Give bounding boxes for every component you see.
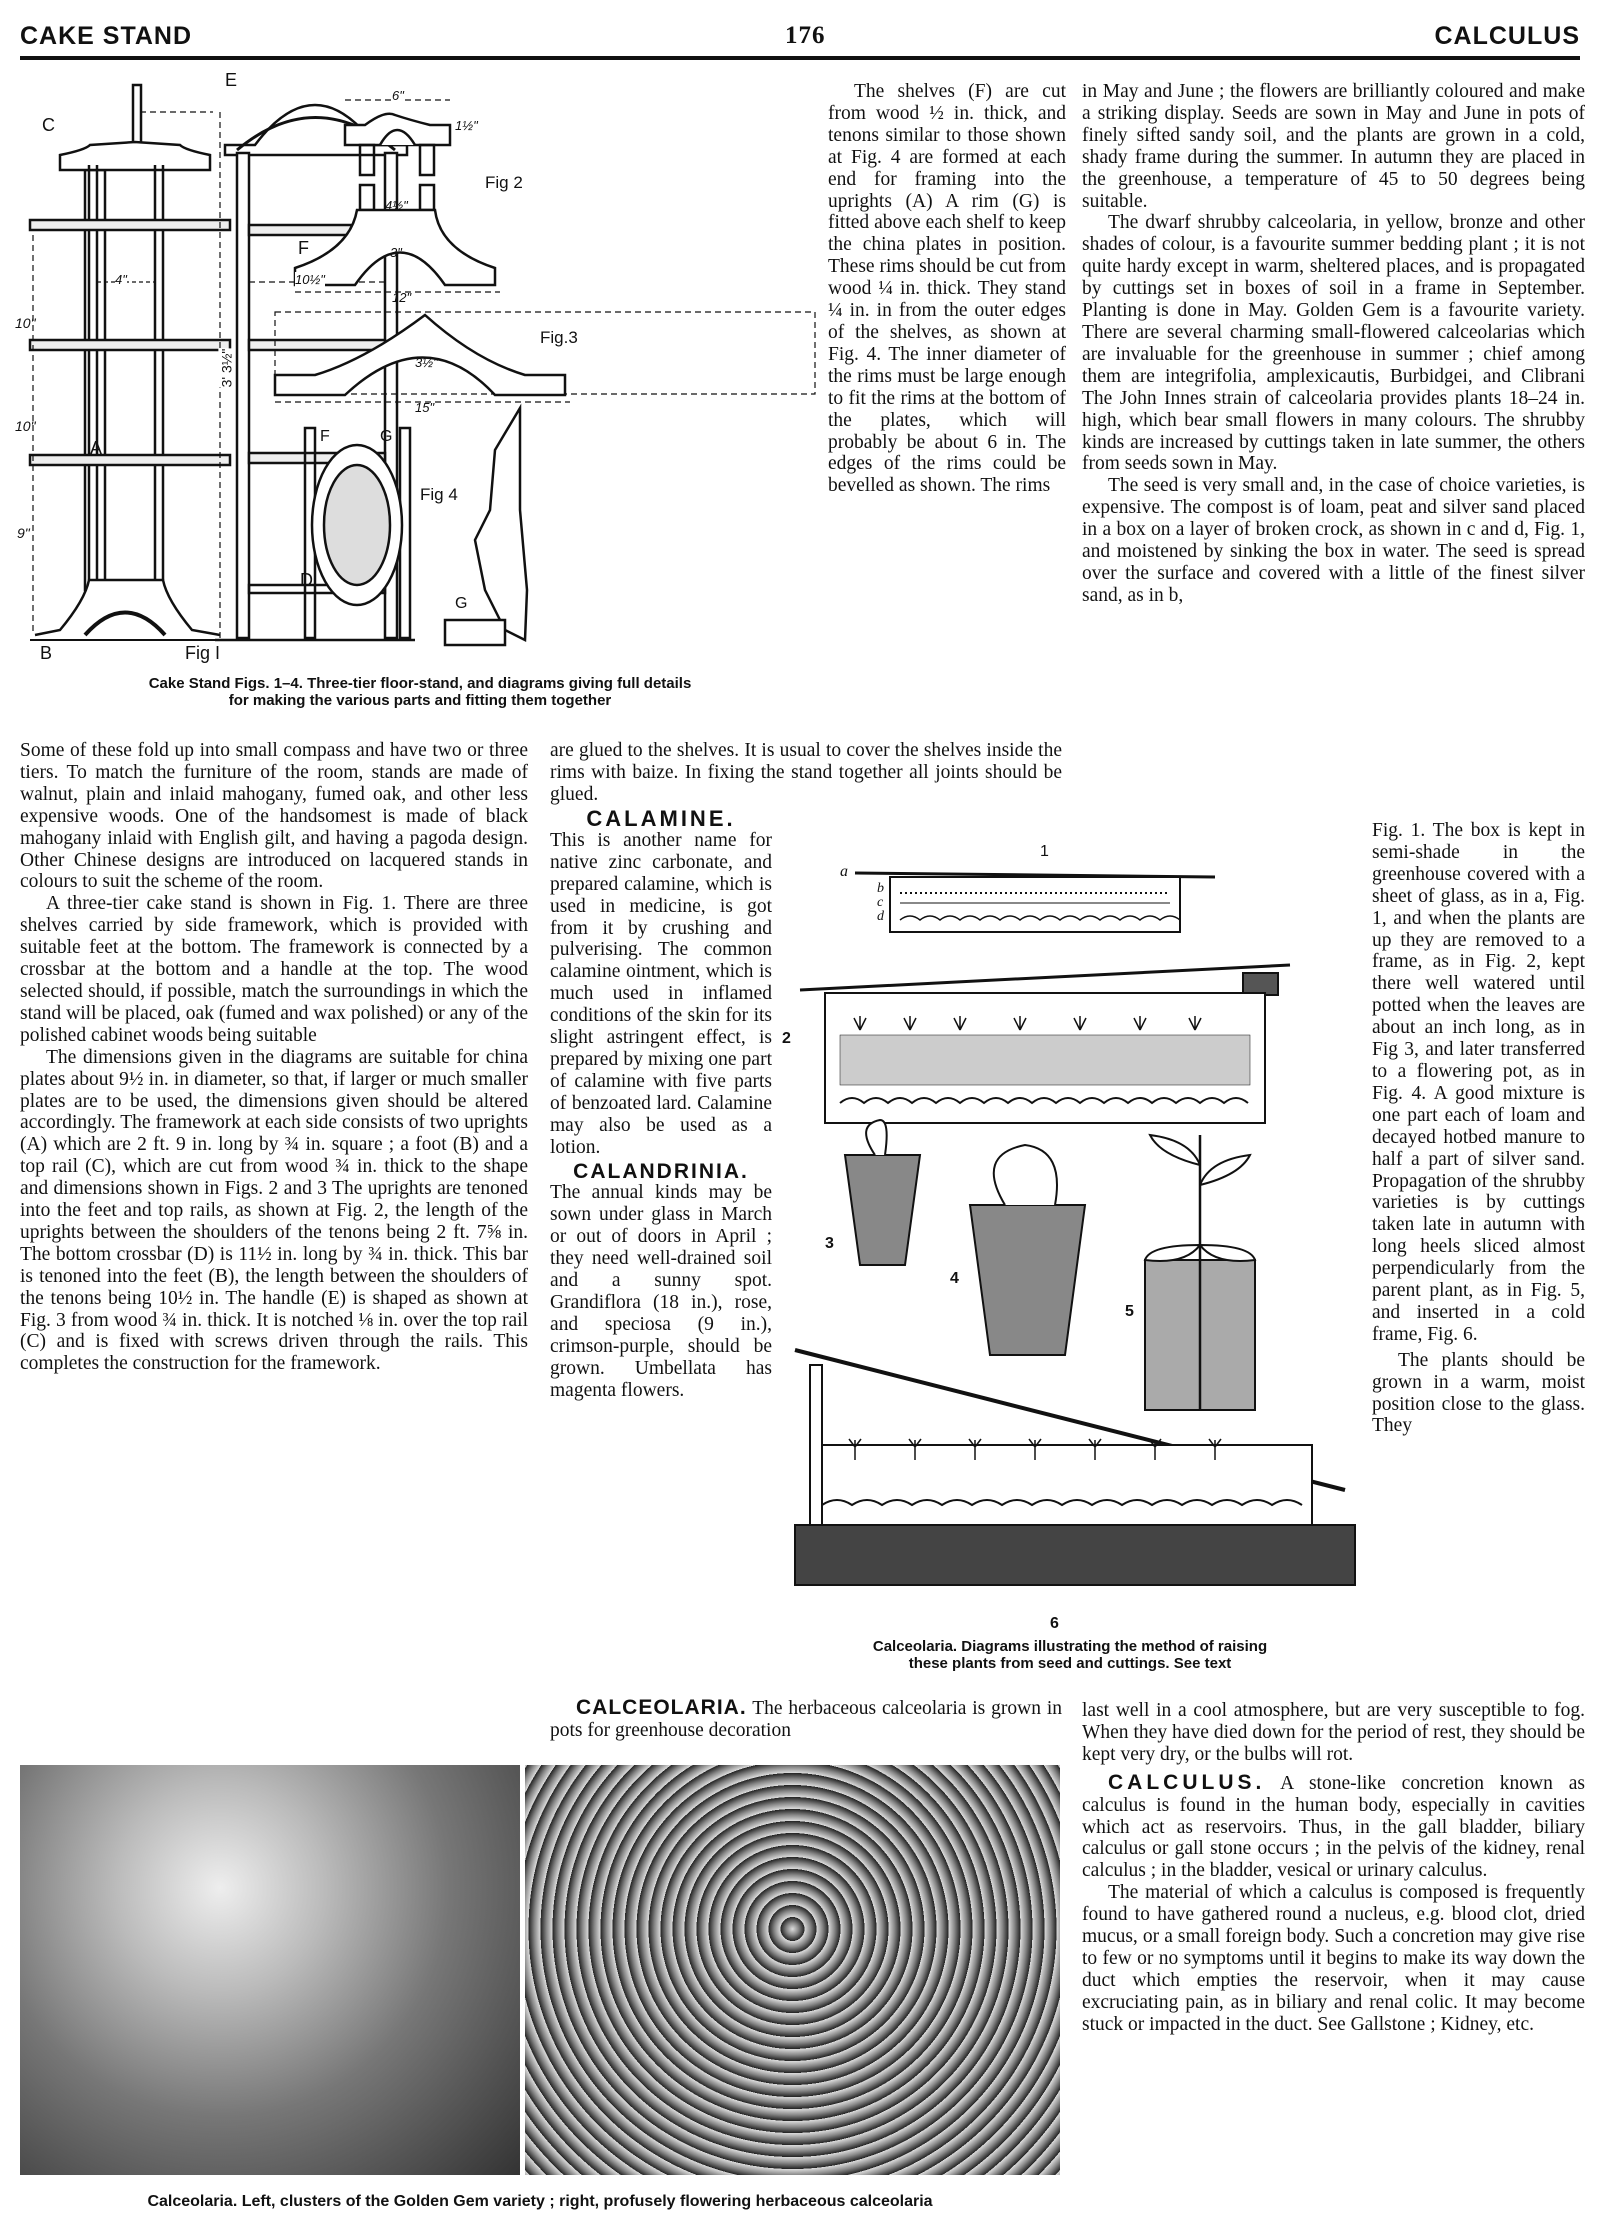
cake-stand-caption-line1: Cake Stand Figs. 1–4. Three-tier floor-stand, and diagrams giving full details <box>148 675 692 692</box>
paragraph: are glued to the shelves. It is usual to cover the shelves inside the rims with baize. In fixing the stand together all joints should be glued. <box>550 740 1062 805</box>
photo-herbaceous-calceolaria <box>525 1765 1060 2175</box>
photos-caption: Calceolaria. Left, clusters of the Golden Gem variety ; right, profusely flowering herbaceous calceolaria <box>147 2193 933 2210</box>
header-left-guide-word: CAKE STAND <box>20 22 193 50</box>
cake-stand-body-text <box>20 740 528 1375</box>
label-F-fig4: F <box>320 428 330 445</box>
paragraph: The material of which a calculus is composed is frequently found to have gathered round a nucleus, e.g. blood clot, dried mucus, or a small foreign body. Such a concretion may give rise to few or no symptoms until it begins to make its way down the duct which empties the reservoir, when it may cause excruciating pain, as in biliary and renal colic. It may become stuck or impacted in the duct. See Gallstone ; Kidney, etc. <box>1082 1882 1585 2035</box>
calceolaria-diagram-caption-line2: these plants from seed and cuttings. See text <box>908 1655 1232 1672</box>
paragraph: The dimensions given in the diagrams are suitable for china plates about 9½ in. in diameter, so that, if larger or much smaller plates are to be used, the dimensions given should be altered accordingly. The framework at each side consists of two uprights (A) which are 2 ft. 9 in. long by ¾ in. square ; a foot (B) and a top rail (C), which are cut from wood ¾ in. thick to the shape and dimensions shown in Figs. 2 and 3 The uprights are tenoned into the feet and top rails, as shown at Fig. 2, the length of the uprights between the shoulders of the tenons being 2 ft. 7⅝ in. The bottom crossbar (D) is 11½ in. long by ¾ in. thick. This bar is tenoned into the feet (B), the length between the shoulders of the tenons being 10½ in. The handle (E) is shaped as shown at Fig. 3 from wood ¾ in. thick. It is notched ⅛ in. over the top rail (C) and is fixed with screws driven through the rails. This completes the construction for the framework. <box>20 1046 528 1375</box>
calceolaria-entry <box>550 1697 1062 1742</box>
calculus-entry <box>1082 1700 1585 2036</box>
dim-15: 15" <box>415 400 435 415</box>
cake-stand-diagram <box>15 70 820 663</box>
fig-label-5: 5 <box>1125 1303 1134 1320</box>
calculus-heading: CALCULUS. <box>1108 1770 1266 1794</box>
dim-10-lower: 10" <box>15 418 36 434</box>
fig-label-c: c <box>877 895 884 910</box>
calceolaria-method-text <box>1372 820 1585 1437</box>
paragraph: The plants should be grown in a warm, moist position close to the glass. They <box>1372 1349 1585 1437</box>
calceolaria-heading: CALCEOLARIA. <box>576 1696 747 1719</box>
header-rule <box>20 56 1580 60</box>
label-B: B <box>40 643 53 663</box>
calamine-entry <box>550 808 772 1401</box>
calceolaria-continued-text <box>1082 81 1585 607</box>
dim-6: 6" <box>392 88 404 103</box>
fig-label-d: d <box>877 909 884 924</box>
label-G-detail: G <box>455 595 468 612</box>
dim-10-upper: 10" <box>15 315 36 331</box>
label-D: D <box>300 570 313 590</box>
dim-12: 12" <box>392 290 412 305</box>
calamine-heading: CALAMINE. <box>586 806 736 831</box>
calculus-body: A stone-like concretion known as calculus is found in the human body, especially in cavities which act as reservoirs. Thus, in the gall bladder, biliary calculus or gall stone occurs ; in the pelvis of the kidney, renal calculus ; in the bladder, vesical or urinary calculus. <box>1082 1772 1585 1882</box>
dim-9: 9" <box>17 525 30 541</box>
label-fig3: Fig.3 <box>540 328 578 347</box>
dim-3: 3" <box>390 245 402 260</box>
paragraph: The dwarf shrubby calceolaria, in yellow, bronze and other shades of colour, is a favourite summer bedding plant ; it is not quite hardy except in warm, sheltered places, and is propagated by cuttings set in boxes of soil in a frame in September. Planting is done in May. Golden Gem is a favourite variety. There are several charming small-flowered calceolarias which are invaluable for the greenhouse in summer ; chief among them are integrifolia, amplexicautis, Burbidgei, and Clibrani The John Innes strain of calceolaria provides plants 18–24 in. high, which bear small flowers in many colours. The shrubby kinds are increased by cuttings taken in late summer, the others from seeds sown in May. <box>1082 212 1585 475</box>
calceolaria-body: The herbaceous calceolaria is grown in pots for greenhouse decoration <box>550 1698 1062 1741</box>
label-E: E <box>225 70 238 90</box>
photo-golden-gem <box>20 1765 520 2175</box>
calceolaria-diagram-caption <box>770 1638 1370 1672</box>
fig-label-3: 3 <box>825 1235 834 1252</box>
paragraph: A three-tier cake stand is shown in Fig. 1. There are three shelves carried by side framework, which is provided with suitable feet at the bottom. The framework is connected by a crossbar at the bottom and a handle at the top. The wood selected should, if possible, match the surroundings in which the stand will be placed, oak (fumed and wax polished) or any of the polished cabinet woods being suitable <box>20 893 528 1046</box>
calceolaria-diagram <box>782 835 1365 1655</box>
paragraph: in May and June ; the flowers are brilliantly coloured and make a striking display. Seeds are sown in May and June in pots of finely sifted sandy soil, and the plants are grown in a cold, shady frame during the summer. In autumn they are placed in the greenhouse, a temperature of 45 to 50 degrees being suitable. <box>1082 81 1585 212</box>
paragraph: last well in a cool atmosphere, but are very susceptible to fog. When they have died down for the period of rest, they should be kept very dry, or the bulbs will rot. <box>1082 1700 1585 1765</box>
paragraph: Some of these fold up into small compass and have two or three tiers. To match the furniture of the room, stands are made of walnut, plain and inlaid mahogany, fumed oak, and other less expensive woods. One of the handsomest is made of black mahogany inlaid with English gilt, and having a pagoda design. Other Chinese designs are introduced on lacquered stands in colours to suit the scheme of the room. <box>20 740 528 893</box>
dim-3-half: 3½" <box>415 355 438 370</box>
label-C: C <box>42 115 55 135</box>
dim-4: 4" <box>115 272 127 287</box>
fig-label-1: 1 <box>1040 843 1049 860</box>
calamine-body: This is another name for native zinc carbonate, and prepared calamine, which is used in medicine, is got from it by crushing and pulverising. The common calamine ointment, which is much used in inflamed conditions of the skin for its slight astringent effect, is prepared by mixing one part of calamine with five parts of benzoated lard. Calamine may also be used as a lotion. <box>550 829 772 1158</box>
paragraph: Fig. 1. The box is kept in semi-shade in the greenhouse covered with a sheet of glass, as in a, Fig. 1, and when the plants are up they are removed to a frame, as in Fig. 2, kept there well watered until potted when the leaves are about an inch long, as in Fig 3, and later transferred to a flowering pot, as in Fig. 4. A good mixture is one part each of loam and decayed hotbed manure to half a part of silver sand. Propagation of the shrubby varieties is by cuttings taken late in autumn with long heels sliced almost perpendicularly from the parent plant, as in Fig. 5, and inserted in a cold frame, Fig. 6. <box>1372 820 1585 1345</box>
label-fig2: Fig 2 <box>485 173 523 192</box>
fig-label-4: 4 <box>950 1270 959 1287</box>
calandrinia-body: The annual kinds may be sown under glass in March or out of doors in April ; they need well-drained soil and a sunny spot. Grandiflora (18 in.), rose, and speciosa (9 in.), crimson-purple, should be grown. Umbellata has magenta flowers. <box>550 1182 772 1401</box>
cake-stand-shelves-text <box>828 81 1066 497</box>
fig-label-2: 2 <box>782 1030 791 1047</box>
label-F: F <box>298 238 309 258</box>
paragraph: The shelves (F) are cut from wood ½ in. thick, and tenons similar to those shown at Fig. 4 are formed at each end for framing into the uprights (A) A rim (G) is fitted above each shelf to keep the china plates in position. These rims should be cut from wood ¼ in. thick. They stand ¼ in. in from the outer edges of the shelves, as shown at Fig. 4. The inner diameter of the rims must be large enough to fit the rims at the bottom of the plates, which will probably be about 6 in. The edges of the rims could be bevelled as shown. The rims <box>828 81 1066 497</box>
cake-stand-caption-line2: for making the various parts and fitting them together <box>228 692 612 709</box>
dim-total-height: 3' 3½" <box>218 348 235 388</box>
dim-10-half: 10½" <box>295 272 325 287</box>
dim-1-half: 1½" <box>455 118 478 133</box>
calandrinia-heading: CALANDRINIA. <box>573 1159 749 1183</box>
dim-4-half: 4½" <box>385 198 408 213</box>
label-G-fig4: G <box>380 428 393 445</box>
label-fig1: Fig I <box>185 643 221 663</box>
fig-label-b: b <box>877 881 884 896</box>
cake-stand-glue-text <box>550 740 1062 806</box>
label-A: A <box>90 438 103 458</box>
page-number: 176 <box>785 22 826 49</box>
paragraph: The seed is very small and, in the case of choice varieties, is expensive. The compost is of loam, peat and silver sand placed in a box on a layer of broken crock, as shown in c and d, Fig. 1, and moistened by sinking the box in water. The seed is spread over the surface and covered with a little of the finest silver sand, as in b, <box>1082 475 1585 606</box>
cake-stand-caption <box>25 675 815 709</box>
calceolaria-diagram-caption-line1: Calceolaria. Diagrams illustrating the method of raising <box>872 1638 1268 1655</box>
fig-label-6: 6 <box>1050 1615 1059 1632</box>
fig-label-a: a <box>840 863 848 880</box>
header-right-guide-word: CALCULUS <box>1434 22 1580 50</box>
label-fig4: Fig 4 <box>420 485 458 504</box>
